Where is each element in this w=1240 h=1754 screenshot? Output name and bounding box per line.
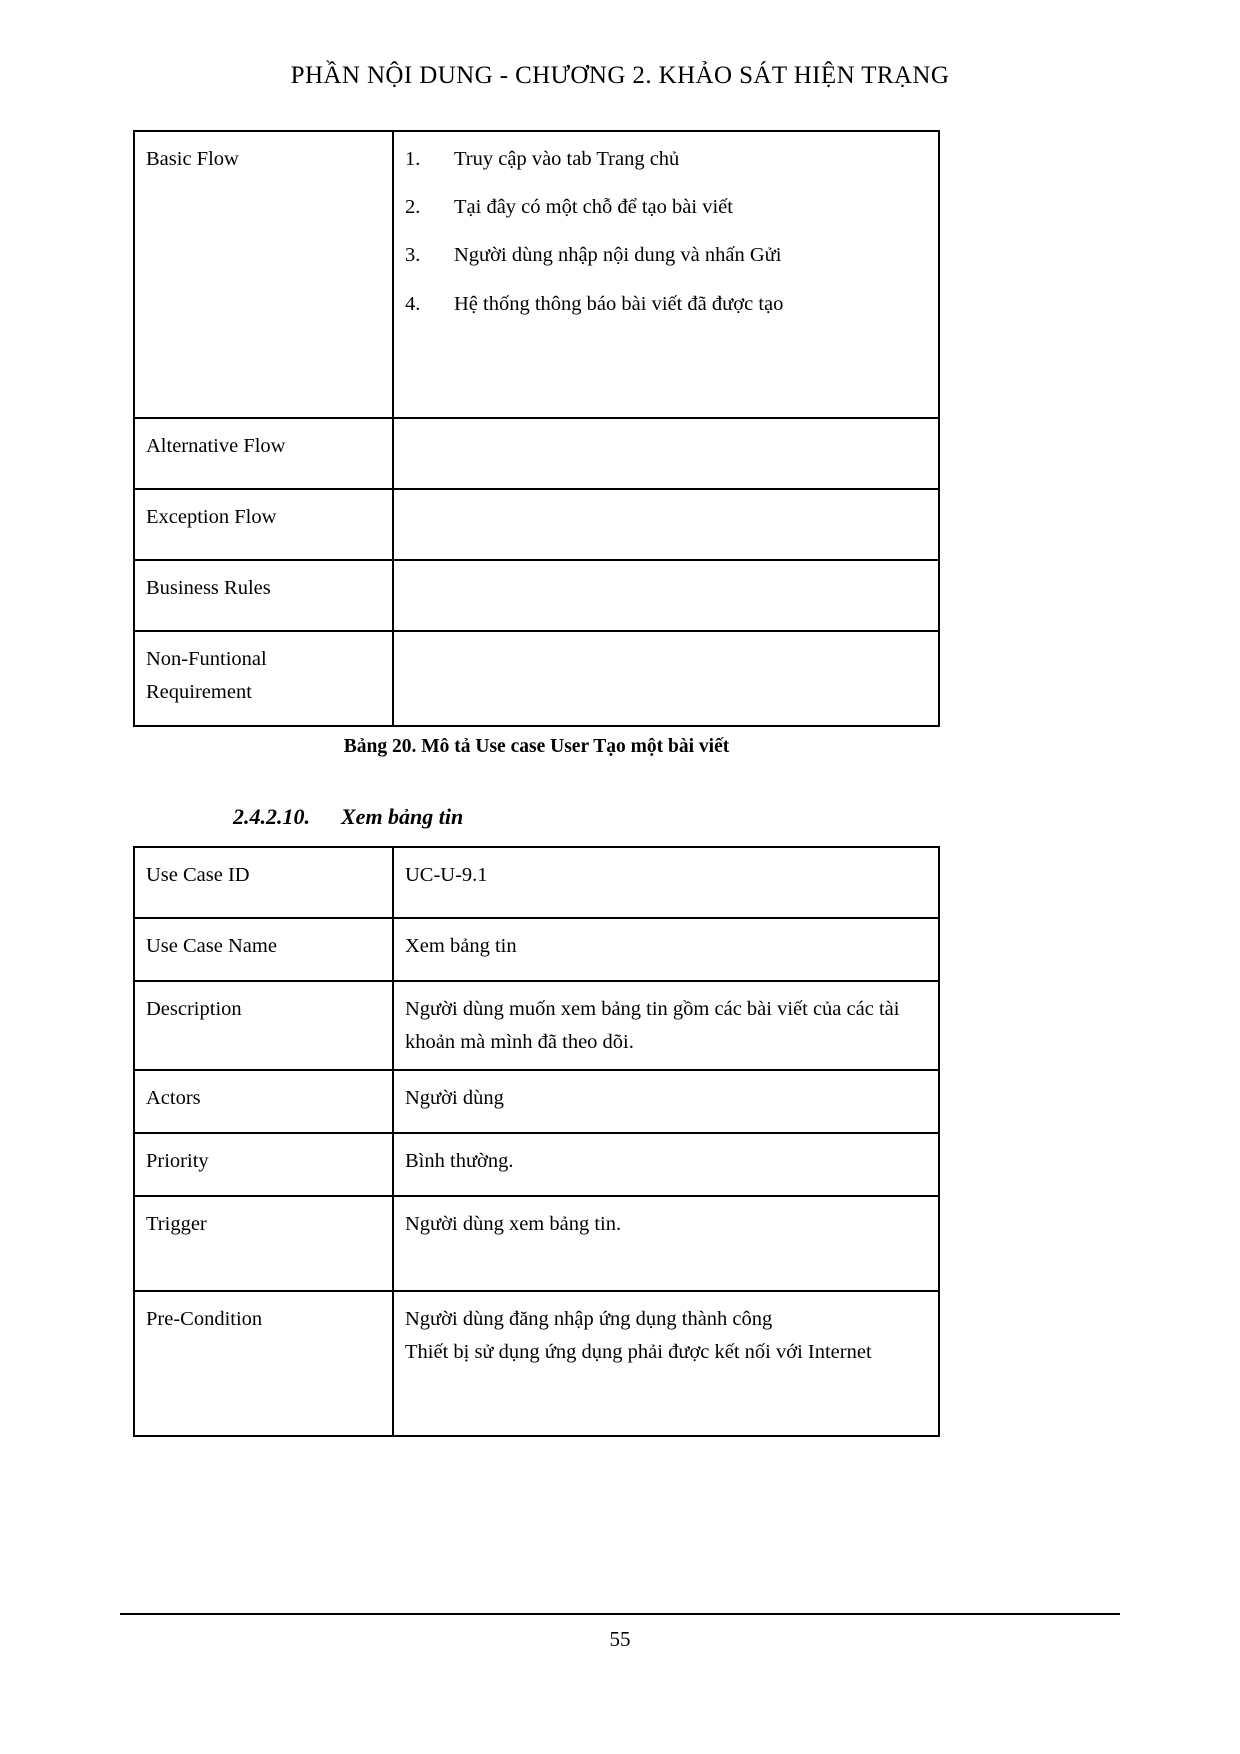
row-value-use-case-id xyxy=(393,847,939,918)
row-label-line-1: Non-Funtional xyxy=(146,647,267,670)
row-value-priority xyxy=(393,1133,939,1196)
row-value-trigger xyxy=(393,1196,939,1291)
table-row xyxy=(134,1196,939,1291)
page-footer xyxy=(120,1613,1120,1652)
row-value-line-1: UC-U-9.1 xyxy=(405,863,488,886)
row-label-basic-flow: Basic Flow xyxy=(134,131,393,418)
row-value-line-1: Bình thường. xyxy=(405,1150,514,1173)
row-value-basic-flow xyxy=(393,131,939,418)
row-value-actors xyxy=(393,1070,939,1133)
row-label-description: Description xyxy=(134,981,393,1070)
row-value-line-1: Người dùng xyxy=(405,1087,504,1110)
table-row xyxy=(134,981,939,1070)
list-item xyxy=(405,143,928,176)
page-number: 55 xyxy=(609,1627,631,1651)
row-value-line-2: khoản mà mình đã theo dõi. xyxy=(405,1031,634,1054)
section-number: 2.4.2.10. xyxy=(233,803,310,829)
row-value-exception-flow xyxy=(393,489,939,560)
row-label-priority: Priority xyxy=(134,1133,393,1196)
list-item xyxy=(405,288,928,321)
use-case-table-bottom xyxy=(133,846,940,1437)
list-item xyxy=(405,239,928,272)
page-content xyxy=(133,130,940,1437)
table-row xyxy=(134,1291,939,1436)
row-value-line-1: Người dùng xem bảng tin. xyxy=(405,1213,622,1236)
row-label-line-2: Requirement xyxy=(146,681,252,704)
list-item-number: 3. xyxy=(405,244,421,267)
list-item-number: 2. xyxy=(405,196,421,219)
list-item-label: Truy cập vào tab Trang chủ xyxy=(454,148,680,170)
row-value-description xyxy=(393,981,939,1070)
table-row xyxy=(134,489,939,560)
row-label-business-rules: Business Rules xyxy=(134,560,393,631)
table-caption: Bảng 20. Mô tả Use case User Tạo một bài viết xyxy=(343,735,730,757)
running-header: PHẦN NỘI DUNG - CHƯƠNG 2. KHẢO SÁT HIỆN TRẠNG xyxy=(290,62,950,89)
list-item-number: 4. xyxy=(405,292,421,315)
row-label-trigger: Trigger xyxy=(134,1196,393,1291)
row-value-line-1: Người dùng muốn xem bảng tin gồm các bài viết của các tài xyxy=(405,997,900,1020)
row-label-actors: Actors xyxy=(134,1070,393,1133)
row-label-pre-condition: Pre-Condition xyxy=(134,1291,393,1436)
footer-divider xyxy=(120,1613,1120,1615)
table-row xyxy=(134,560,939,631)
list-item xyxy=(405,191,928,224)
list-item-number: 1. xyxy=(405,148,421,170)
row-value-use-case-name xyxy=(393,918,939,981)
row-label-non-functional-requirement xyxy=(134,631,393,726)
row-value-non-functional-requirement xyxy=(393,631,939,726)
list-item-label: Hệ thống thông báo bài viết đã được tạo xyxy=(454,292,784,315)
row-label-use-case-name: Use Case Name xyxy=(134,918,393,981)
use-case-table-top xyxy=(133,130,940,727)
row-value-pre-condition xyxy=(393,1291,939,1436)
table-row xyxy=(134,1070,939,1133)
row-value-line-1: Xem bảng tin xyxy=(405,934,517,957)
section-heading xyxy=(133,804,940,830)
section-title: Xem bảng tin xyxy=(341,803,464,829)
table-row xyxy=(134,418,939,489)
row-label-use-case-id: Use Case ID xyxy=(134,847,393,918)
table-row xyxy=(134,131,939,418)
table-row xyxy=(134,847,939,918)
table-row xyxy=(134,631,939,726)
row-value-alternative-flow xyxy=(393,418,939,489)
list-item-label: Tại đây có một chỗ để tạo bài viết xyxy=(454,196,733,219)
table-row xyxy=(134,1133,939,1196)
row-value-business-rules xyxy=(393,560,939,631)
row-value-line-2: Thiết bị sử dụng ứng dụng phải được kết nối với Internet xyxy=(405,1341,872,1364)
basic-flow-list xyxy=(405,143,928,321)
table-row xyxy=(134,918,939,981)
row-value-line-1: Người dùng đăng nhập ứng dụng thành công xyxy=(405,1308,773,1331)
row-label-alternative-flow: Alternative Flow xyxy=(134,418,393,489)
list-item-label: Người dùng nhập nội dung và nhấn Gửi xyxy=(454,244,782,267)
row-label-exception-flow: Exception Flow xyxy=(134,489,393,560)
